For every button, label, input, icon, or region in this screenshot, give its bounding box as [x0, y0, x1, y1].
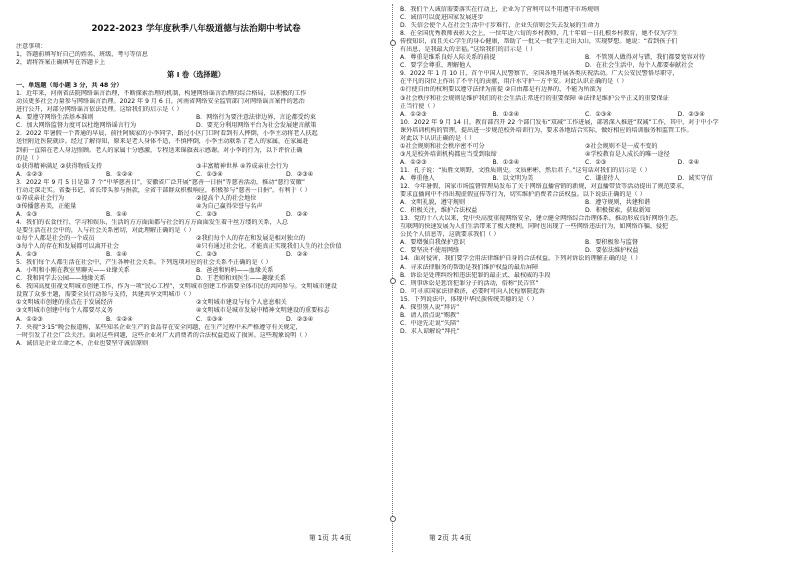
question-line: ③社会秩序和社会规则是维护我们的社会生活正常进行的重要保障 ④法律是维护公平正义的重要保证: [400, 94, 669, 102]
question-line: 11．孔子说：“质胜文则野，文胜质则史。文质彬彬，然后君子。”这句话对我们的启示是（ ）: [400, 166, 651, 174]
question-line: C．诚信可以促进国家发展进步: [400, 14, 484, 22]
option-row: [400, 111, 770, 119]
section-title: 一、单选题（每小题 3 分，共 48 分）: [16, 82, 123, 90]
option-row: [16, 251, 376, 259]
question-line: 课外培训机构的管理，提出进一步规范校外培训行为，要求各地结合实际，做好相应的培训服务和监管工作。: [400, 126, 693, 134]
option-item: ③每个人的存在和发展都可以离开社会: [16, 243, 119, 251]
option-row: [16, 307, 376, 315]
option-row: [400, 207, 770, 215]
option-row: [400, 143, 770, 151]
option-item: A．①②③: [16, 315, 43, 323]
option-item: B．以文明为美: [492, 174, 534, 182]
option-item: C．要学会尊重、理解他人: [400, 62, 472, 70]
exam-title: 2022-2023 学年度秋季八年级道德与法治期中考试卷: [91, 24, 301, 34]
question-line: 有出息，是我最大的幸福。”这给我们的启示是（ ）: [400, 46, 537, 54]
option-item: C．①③: [585, 158, 607, 166]
question-line: 9．2022 年 1 月 10 日，首个中国人民警察节，全国各地开展各类庆祝活动。广大公安民警恪尽职守，: [400, 70, 679, 78]
option-row: [16, 122, 376, 130]
option-row: [16, 316, 376, 324]
page-footer-right: 第 2页 共 4页: [428, 534, 472, 542]
question-line: 2．2022 年暑假一个普通的早晨，前往阿姨家的小李同学，路过小区门口时看到有人摔倒，小李主动将老人扶起: [16, 130, 318, 138]
option-item: A．要增强自我保护意识: [400, 239, 466, 247]
option-item: B．网络行为要注意法律边界，言论都受约束: [196, 114, 316, 122]
question-line: 6．我国高度重视文明城市创建工作，作为一项“民心工程”，文明城市创建工作需要全体市民的共同参与。文明城市建设: [16, 283, 337, 291]
option-row: [400, 199, 770, 207]
option-item: C．加大网络监督力度可以杜绝网络谣言行为: [16, 122, 137, 130]
option-item: C．①③④: [585, 110, 612, 118]
page-footer-left: 第 1页 共 4页: [308, 534, 352, 542]
option-item: ④为自己赢得荣誉与名声: [196, 202, 263, 210]
option-item: D．②③④: [677, 110, 705, 118]
option-item: A．要遵守网络生活基本准则: [16, 114, 94, 122]
option-item: B．①④: [106, 210, 128, 218]
question-line: 10．2022 年 9 月 14 日，教育部召开 22 个部门发布“双减”工作进展，部署深入推进“双减”工作，其中，对于中小学: [400, 118, 719, 126]
question-line: ①行使自由的权利要以遵守法律为前提 ②自由都是有边界的，不能为所欲为: [400, 86, 602, 94]
option-item: C．谦虚待人: [585, 174, 620, 182]
question-line: 一时引发了社会广泛关注。面对这些问题，这些企业对广大消费者的合法权益造成了损害。这些现象说明（ ）: [16, 331, 311, 339]
option-item: D．②③④: [286, 170, 314, 178]
option-item: ②文明城市建设与每个人息息相关: [196, 299, 287, 307]
question-line: 到前一直陪在老人身边照顾。老人的家属十分感激，专程送来锦旗表示感谢。对小李的行为，以下评价正确: [16, 146, 303, 154]
question-line: 8．在全国优秀教师表彰大会上，一位年近六旬的乡村教师，几十年如一日扎根乡村教育，她不仅为学生: [400, 30, 679, 38]
option-item: B．要积极参与监督: [585, 239, 638, 247]
right-question-list: [400, 6, 770, 336]
question-line: 1．近年来，河南省法院网络谣言治理，不断探索治理的机制，构建网络谣言治理的综合格局，以积极的工作: [16, 90, 307, 98]
option-item: D．②④: [286, 251, 308, 259]
option-item: D．在社会生活中，每个人都要奉献社会: [585, 62, 694, 70]
question-line: 公民个人信息等，这就要求我们（ ）: [400, 231, 500, 239]
notes-title: 注意事项：: [16, 43, 47, 50]
question-line: B．我们个人诚信需要落实在行动上，企业为了营利可以不用遵守市场规则: [400, 6, 600, 13]
option-row: [400, 159, 770, 167]
question-line: 的是（ ）: [16, 154, 43, 162]
question-line: C．刑事诉讼是惩罚犯罪分子的活动，俗称“民告官”: [400, 279, 539, 287]
question-line: 传授知识，而且关心学生的身心健康，帮助了一批又一批学生走出大山，实现梦想。她说：“看到孩子们: [400, 38, 678, 46]
option-item: A．文明礼貌，遵守规则: [400, 199, 466, 207]
option-item: B．遵守规则，共建和谐: [585, 199, 651, 207]
right-column: [400, 6, 770, 552]
option-row: [16, 211, 376, 219]
option-item: ③丰富精神世界 ④养成亲社会行为: [196, 162, 289, 170]
option-item: D．②③④: [286, 315, 314, 323]
question-line: 14．面对侵害，我们要学会用法律维护自身的合法权益。下列对诉讼的理解正确的是（ ）: [400, 255, 642, 263]
binding-hole: [390, 516, 396, 522]
question-line: 行动走深走实。省委书记、省长带头参与捐款，全省干部群众积极响应，积极参与“慈善一日捐”。有利于（ ）: [16, 186, 311, 194]
option-row: [400, 247, 770, 255]
option-item: A．小明和小刚在教室里聊天——业缘关系: [16, 267, 130, 275]
option-item: C．要坚决不使用网络: [400, 247, 460, 255]
option-item: ①文明城市创建的重点在于发展经济: [16, 299, 113, 307]
option-item: B．①②④: [106, 170, 133, 178]
option-item: B．①②④: [492, 110, 520, 118]
binding-hole: [390, 278, 396, 284]
option-item: A．①②③: [400, 158, 427, 166]
option-row: [16, 235, 376, 243]
option-item: ③文明城市创建中每个人都要尽义务: [16, 307, 113, 315]
question-line: 要求直播间中不得出现虚假宣传等行为，切实维护消费者合法权益。以下说法正确的是（ ）: [400, 191, 646, 199]
option-item: D．诚实守信: [677, 174, 713, 182]
option-item: B．不管别人做得对与错，我们都要宽容对待: [585, 54, 705, 62]
option-item: ①养成亲社会行为: [16, 194, 65, 202]
question-line: 动员更多社会力量参与网络谣言治理。2022 年 9 月 6 日，河南省网络安全监管部门对网络谣言案件的惩治: [16, 98, 305, 106]
option-item: D．②④: [677, 158, 700, 166]
question-line: 正当行使（ ）: [400, 102, 439, 110]
option-item: C．积极关注，维护合法权益: [400, 207, 478, 215]
option-item: D．积极探索，获取新知: [585, 207, 651, 215]
option-item: ③凡是校外培训机构都应当受到取缔: [400, 150, 497, 158]
option-item: ③传播慈善美，正能量: [16, 202, 77, 210]
option-item: D．②④: [286, 210, 308, 218]
option-row: [16, 203, 376, 211]
option-item: B．爸爸和妈妈——血缘关系: [196, 267, 274, 275]
option-item: D．要充分利用网络平台为社会发展建言献策: [196, 122, 317, 130]
question-line: 是要生活在社会中的，人与社会关系密切，对此理解正确的是（ ）: [16, 226, 195, 234]
question-line: 在平凡的岗位上作出了不平凡的贡献，用汗水守护一方平安。对此认识正确的是（ ）: [400, 78, 628, 86]
question-line: C．中途先走说“失陪”: [400, 319, 460, 327]
option-item: B．①④: [106, 251, 128, 259]
option-row: [400, 151, 770, 159]
question-line: A．探望别人说“拜访”: [400, 303, 460, 311]
option-item: ②提高个人的社会地位: [196, 194, 257, 202]
question-line: 送往附近医院就诊。经过了解得知，原来是老人身体不适，不慎摔倒，小李主动联系了老人的家属，在家属赶: [16, 138, 309, 146]
question-line: B．诉讼是处理纠纷和违法犯罪的最正式、最权威的手段: [400, 271, 551, 279]
option-item: D．要依法维护权益: [585, 247, 639, 255]
question-line: A．寻求法律服务的帮助是我们维护权益的最后屏障: [400, 263, 539, 271]
question-line: 进行公开，对部分网络谣言依法处理。这给我们的启示是（ ）: [16, 106, 183, 114]
option-row: [16, 243, 376, 251]
question-line: D．可寻求国家法律救济，必要时可向人民检察院起诉: [400, 287, 545, 295]
question-line: 13．党的十八大以来，党中央高度重视网络安全，建立健全网络综合治理体系，推动形成良好网络生态。: [400, 215, 682, 223]
question-line: B．请人指点说“赐教”: [400, 311, 460, 319]
question-line: 15．下列说法中，体现中华民族传统美德的是（ ）: [400, 295, 538, 303]
option-item: ④只有通过社会化，才能真正实现我们人生的社会价值: [196, 243, 342, 251]
option-row: [16, 195, 376, 203]
option-row: [400, 175, 770, 183]
option-item: D．王老师和刘医生——趣缘关系: [196, 275, 287, 283]
left-question-list: [16, 90, 376, 348]
option-item: ②社会规则不是一成不变的: [585, 142, 658, 150]
question-line: 4．我们的衣食住行、学习和娱乐，生活的方方面面都与社会的方方面面发生着千丝万缕的关系，人总: [16, 218, 289, 226]
option-row: [400, 62, 770, 70]
option-item: C．②③: [196, 251, 218, 259]
option-item: C．我和同学去公园——地缘关系: [16, 275, 106, 283]
question-line: 5．我们每个人都生活在社会中，产生各种社会关系。下列选项对应的社会关系不正确的是（ ）: [16, 259, 272, 267]
option-item: A．尊重是维系良好人际关系的前提: [400, 54, 496, 62]
question-line: 设置了众多主题，需要全员行动参与支持，共建共享文明城市（ ）: [16, 291, 195, 299]
option-item: A．①③: [16, 210, 38, 218]
option-item: A．尊重他人: [400, 174, 435, 182]
question-line: 对此以下认识正确的是（ ）: [400, 134, 476, 142]
question-line: A．诚信是企业立命之本，企业也要坚守诚信原则: [16, 339, 149, 347]
option-item: A．①③: [16, 251, 38, 259]
note-line: 2，请将答案正确填写在答题卡上: [16, 59, 106, 67]
option-row: [16, 171, 376, 179]
left-column: [16, 6, 376, 552]
option-item: C．②③: [196, 210, 218, 218]
note-line: 1，答题前填写好自己的姓名、班级、考号等信息: [16, 51, 148, 59]
option-item: ①每个人都是社会的一个成员: [16, 235, 95, 243]
binding-hole: [390, 40, 396, 46]
option-item: B．①②④: [492, 158, 520, 166]
option-row: [16, 275, 376, 283]
option-item: B．①②④: [106, 315, 133, 323]
question-line: 3．2022 年 9 月 5 日是第 7 个“中华慈善日”，安徽省广泛开展“慈善一日捐”等慈善活动，推动“慈行安徽”: [16, 178, 305, 186]
volume-title: 第 I 卷（选择题）: [167, 70, 225, 80]
question-line: D．失信会使个人在社会生活中寸步难行，企业失信则会失去发展的生命力: [400, 22, 600, 30]
question-line: 7．央视“3·15”晚会报道称，某些知名企业生产的食品存在安全问题，在生产过程中未严格遵守有关规定，: [16, 323, 302, 331]
option-item: C．①③④: [196, 170, 223, 178]
option-item: ①社会规则和社会秩序密不可分: [400, 142, 485, 150]
option-item: C．①③④: [196, 315, 223, 323]
question-line: 互联网的快速发展为人们生活带来了极大便利，同时也出现了一些网络违法行为，如网络诈骗、侵犯: [400, 223, 669, 231]
question-line: D．求人谅解说“拜托”: [400, 327, 460, 335]
option-item: A．①②③: [400, 110, 427, 118]
question-line: 12．今年暑假，国家市场监督管理局发布了关于网络直播营销的新规，对直播带货等活动提出了规范要求，: [400, 183, 689, 191]
option-item: A．①②③: [16, 170, 43, 178]
option-item: ④学校教育是人成长的唯一途径: [585, 150, 670, 158]
option-row: [16, 163, 376, 171]
option-item: ④文明城市是城市发展中精神文明建设的重要标志: [196, 307, 330, 315]
option-item: ①获得精神满足 ②获得物质支持: [16, 162, 102, 170]
option-item: ②我们每个人的存在和发展是相对独立的: [196, 235, 306, 243]
